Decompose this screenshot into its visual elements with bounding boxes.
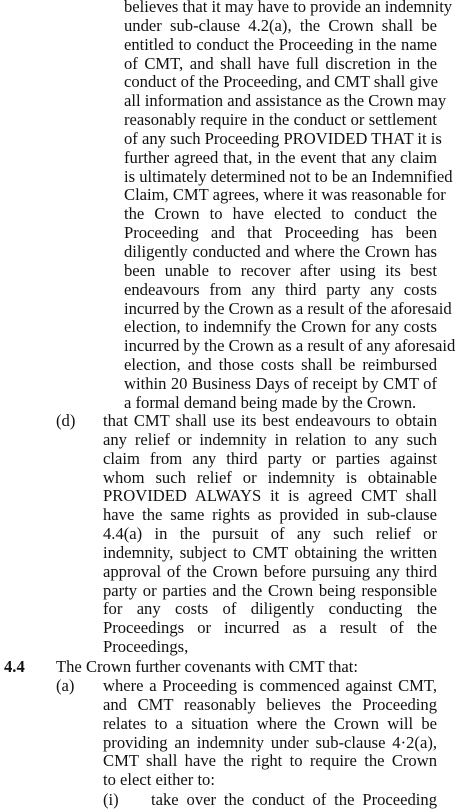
text-line: conduct of the Proceeding, and CMT shall give [124, 72, 438, 92]
text-line: all information and assistance as the Crown may [124, 91, 447, 111]
item-i-paragraph [151, 791, 437, 810]
text-line: relates to a situation where the Crown will be [103, 713, 437, 733]
item-a-paragraph [103, 677, 437, 790]
text-line: been unable to recover after using its best [124, 260, 437, 280]
text-line: election, to indemnify the Crown for any costs [124, 317, 437, 337]
text-line: diligently conducted and where the Crown has [124, 241, 437, 261]
text-line: where a Proceeding is commenced against CMT, [103, 676, 437, 695]
text-line: Proceedings or incurred as a result of the [103, 618, 437, 638]
text-line: believes that it may have to provide an indemnity [124, 0, 453, 16]
text-line: Proceeding and that Proceeding has been [124, 223, 437, 243]
clause-heading: The Crown further covenants with CMT that: [56, 657, 359, 676]
item-a-label: (a) [56, 676, 75, 695]
text-line: to elect either to: [103, 770, 215, 790]
text-line: further agreed that, in the event that any claim [124, 147, 437, 167]
text-line: Claim, CMT agrees, where it was reasonable for [124, 185, 446, 205]
text-line: of any such Proceeding PROVIDED THAT it is [124, 128, 442, 148]
text-line: incurred by the Crown as a result of the aforesaid [124, 298, 452, 318]
continuation-paragraph [124, 0, 456, 413]
text-line: is ultimately determined not to be an Indemnified [124, 166, 453, 186]
text-line: entitled to conduct the Proceeding in the name [124, 34, 437, 54]
text-line: reasonably require in the conduct or settlement [124, 110, 437, 130]
text-line: for any costs of diligently conducting the [103, 599, 437, 619]
text-line: that CMT shall use its best endeavours to obtain [103, 411, 437, 430]
text-line: 4.4(a) in the pursuit of any such relief or [103, 524, 437, 544]
text-line: approval of the Crown before pursuing any third [103, 561, 437, 581]
text-line: of CMT, and shall have full discretion in the [124, 53, 437, 73]
text-line: the Crown to have elected to conduct the [124, 204, 437, 224]
text-line: a formal demand being made by the Crown. [124, 392, 417, 412]
item-d-label: (d) [56, 411, 76, 430]
text-line: indemnity, subject to CMT obtaining the written [103, 542, 437, 562]
text-line: incurred by the Crown as a result of any aforesaid [124, 336, 456, 356]
text-line: election, and those costs shall be reimbursed [124, 355, 437, 375]
text-line: party or parties and the Crown being responsible [103, 580, 437, 600]
text-line: CMT shall have the right to require the Crown [103, 751, 437, 771]
text-line: take over the conduct of the Proceeding [151, 790, 437, 809]
text-line: whom such relief or indemnity is obtainable [103, 467, 437, 487]
text-line: have the same rights as provided in sub-clause [103, 505, 437, 525]
text-line: under sub-clause 4.2(a), the Crown shall be [124, 15, 437, 35]
text-line: any relief or indemnity in relation to any such [103, 429, 437, 449]
item-i-label: (i) [103, 790, 119, 809]
clause-number: 4.4 [4, 657, 25, 676]
text-line: endeavours from any third party any costs [124, 279, 437, 299]
text-line: and CMT reasonably believes the Proceeding [103, 694, 437, 714]
text-line: Proceedings, [103, 637, 189, 657]
text-line: PROVIDED ALWAYS it is agreed CMT shall [103, 486, 437, 506]
text-line: claim from any third party or parties against [103, 448, 437, 468]
item-d-paragraph [103, 412, 437, 657]
text-line: providing an indemnity under sub-clause 4·2(a), [103, 732, 437, 752]
text-line: within 20 Business Days of receipt by CMT of [124, 373, 437, 393]
